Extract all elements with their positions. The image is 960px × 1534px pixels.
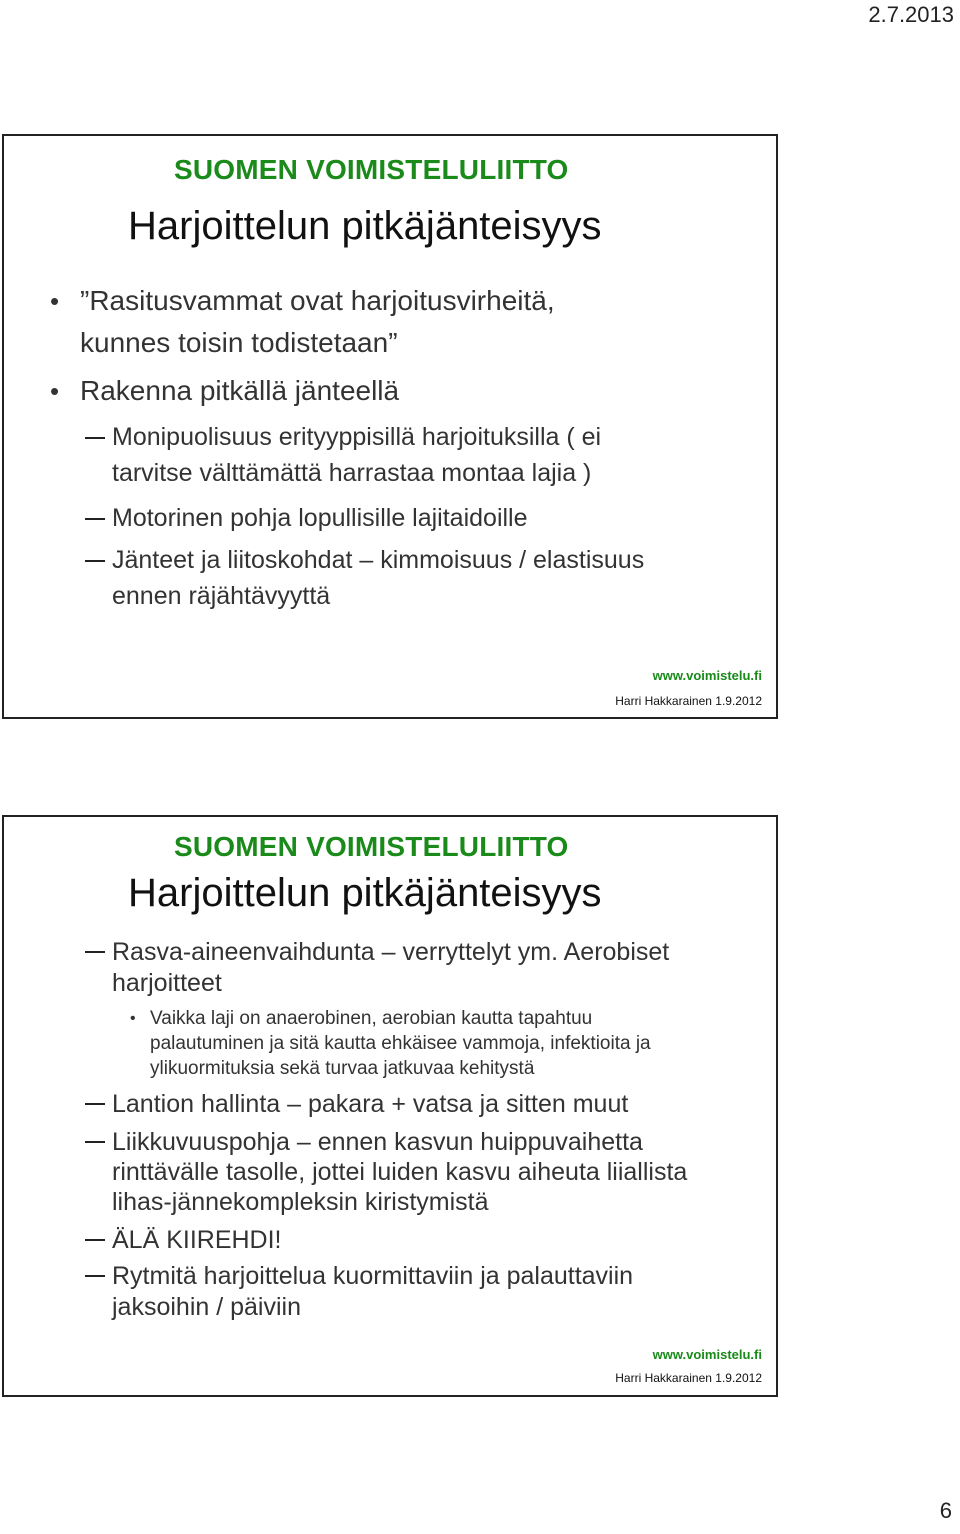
bullet-line: ”Rasitusvammat ovat harjoitusvirheitä, (80, 285, 555, 316)
bullet-dot-icon: • (50, 286, 60, 316)
bullet-line: ennen räjähtävyyttä (112, 582, 331, 610)
slide-title: Harjoittelun pitkäjänteisyys (128, 871, 602, 915)
bullet-line: tarvitse välttämättä harrastaa montaa lajia ) (112, 459, 592, 487)
sub-bullet-item (112, 1225, 282, 1256)
page-date: 2.7.2013 (868, 2, 954, 27)
organization-name: SUOMEN VOIMISTELULIITTO (174, 831, 569, 862)
bullet-item (50, 370, 400, 412)
page-number: 6 (939, 1498, 952, 1523)
dash-icon (85, 560, 105, 562)
bullet-line: Lantion hallinta – pakara + vatsa ja sitten muut (112, 1090, 629, 1118)
bullet-line: Rasva-aineenvaihdunta – verryttelyt ym. Aerobiset (112, 938, 670, 966)
website-link[interactable]: www.voimistelu.fi (652, 1347, 762, 1362)
website-link[interactable]: www.voimistelu.fi (652, 668, 762, 683)
slide-1 (2, 134, 778, 719)
sub-bullet-item (112, 1127, 687, 1217)
bullet-dot-icon: • (130, 1010, 136, 1027)
slide-2 (2, 815, 778, 1397)
author-date: Harri Hakkarainen 1.9.2012 (615, 1371, 762, 1385)
bullet-line: Liikkuvuuspohja – ennen kasvun huippuvaihetta (112, 1128, 643, 1156)
slide-title: Harjoittelun pitkäjänteisyys (128, 204, 602, 248)
nested-bullet-item (130, 1006, 651, 1081)
dash-icon (85, 1275, 105, 1277)
bullet-line: Rytmitä harjoittelua kuormittaviin ja palauttaviin (112, 1262, 634, 1290)
bullet-line: kunnes toisin todistetaan” (80, 327, 398, 358)
bullet-line: ÄLÄ KIIREHDI! (112, 1226, 282, 1254)
dash-icon (85, 1239, 105, 1241)
bullet-dot-icon: • (50, 376, 60, 406)
bullet-line: ylikuormituksia sekä turvaa jatkuvaa kehitystä (150, 1058, 535, 1079)
sub-bullet-item (112, 937, 669, 999)
sub-bullet-item (112, 1089, 628, 1120)
bullet-line: harjoitteet (112, 969, 222, 997)
dash-icon (85, 951, 105, 953)
dash-icon (85, 518, 105, 520)
dash-icon (85, 437, 105, 439)
sub-bullet-item (112, 500, 528, 536)
bullet-line: rinttävälle tasolle, jottei luiden kasvu aiheuta liiallista (112, 1158, 688, 1186)
bullet-line: palautuminen ja sitä kautta ehkäisee vammoja, infektioita ja (150, 1033, 651, 1054)
sub-bullet-item (112, 1261, 633, 1323)
organization-name: SUOMEN VOIMISTELULIITTO (174, 154, 569, 185)
dash-icon (85, 1141, 105, 1143)
sub-bullet-item (112, 419, 601, 491)
bullet-line: Monipuolisuus erityyppisillä harjoituksilla ( ei (112, 423, 602, 451)
bullet-line: jaksoihin / päiviin (112, 1293, 301, 1321)
bullet-line: lihas-jännekompleksin kiristymistä (112, 1188, 489, 1216)
bullet-line: Motorinen pohja lopullisille lajitaidoille (112, 504, 528, 532)
dash-icon (85, 1103, 105, 1105)
bullet-item (50, 280, 555, 364)
bullet-line: Jänteet ja liitoskohdat – kimmoisuus / elastisuus (112, 546, 645, 574)
bullet-line: Vaikka laji on anaerobinen, aerobian kautta tapahtuu (150, 1008, 593, 1029)
sub-bullet-item (112, 542, 644, 614)
bullet-line: Rakenna pitkällä jänteellä (80, 375, 400, 406)
author-date: Harri Hakkarainen 1.9.2012 (615, 694, 762, 708)
